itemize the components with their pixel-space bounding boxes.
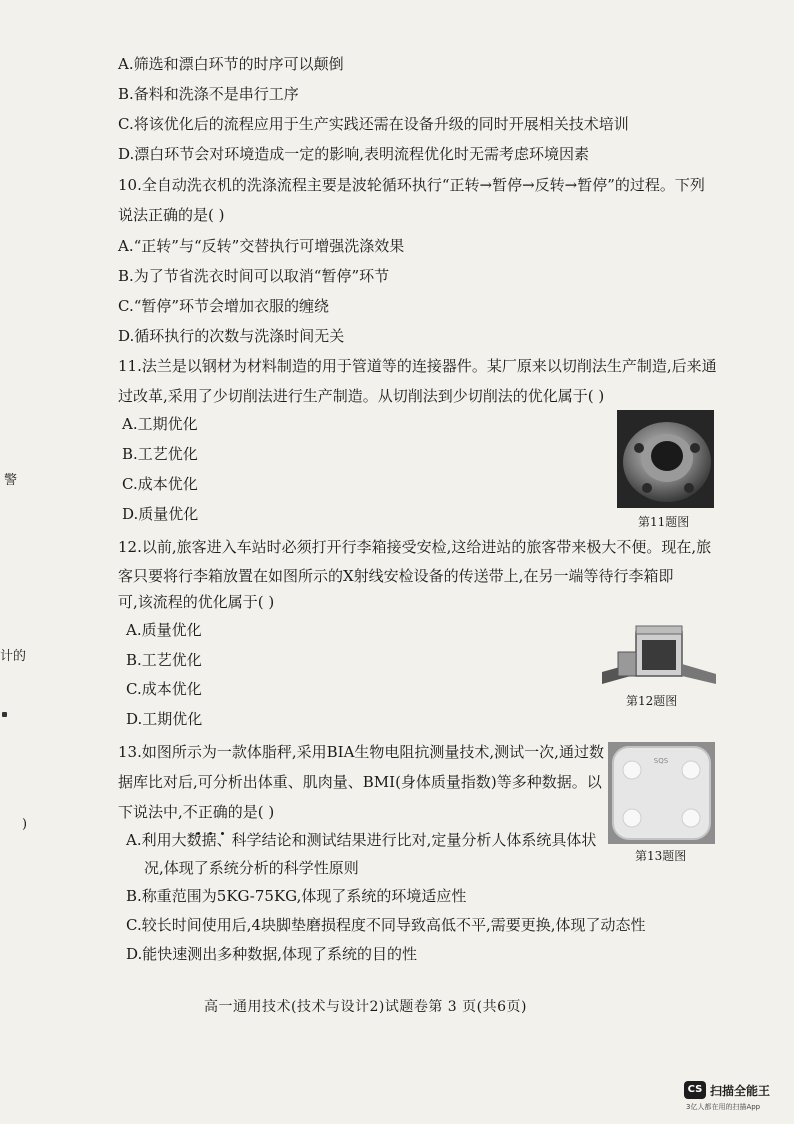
q12-option-a: A.质量优化	[126, 621, 202, 639]
q10-stem-line2: 说法正确的是( )	[118, 206, 225, 224]
q9-option-a: A.筛选和漂白环节的时序可以颠倒	[118, 55, 344, 73]
q12-stem-line3: 可,该流程的优化属于( )	[118, 593, 275, 611]
q10-option-b: B.为了节省洗衣时间可以取消“暂停”环节	[118, 267, 390, 285]
q12-figure-caption: 第12题图	[626, 694, 678, 708]
q11-figure-caption: 第11题图	[638, 515, 690, 529]
margin-mark	[2, 712, 7, 717]
q12-option-b: B.工艺优化	[126, 651, 202, 669]
q11-stem-line2: 过改革,采用了少切削法进行生产制造。从切削法到少切削法的优化属于( )	[118, 387, 605, 405]
margin-fragment-2: 计的	[0, 649, 27, 664]
camscanner-tagline: 3亿人都在用的扫描App	[686, 1103, 761, 1111]
q13-option-d: D.能快速测出多种数据,体现了系统的目的性	[126, 945, 418, 963]
q13-figure-caption: 第13题图	[635, 849, 687, 863]
camscanner-logo-icon: CS	[684, 1081, 706, 1099]
q10-option-c: C.“暂停”环节会增加衣服的缠绕	[118, 297, 330, 315]
flange-image	[617, 410, 714, 508]
camscanner-name: 扫描全能王	[710, 1084, 771, 1098]
q11-option-d: D.质量优化	[122, 505, 199, 523]
q13-stem-line2: 据库比对后,可分析出体重、肌肉量、BMI(身体质量指数)等多种数据。以	[118, 773, 602, 791]
q9-option-b: B.备料和洗涤不是串行工序	[118, 85, 299, 103]
q13-option-c: C.较长时间使用后,4块脚垫磨损程度不同导致高低不平,需要更换,体现了动态性	[126, 916, 646, 934]
q11-option-c: C.成本优化	[122, 475, 198, 493]
q10-option-d: D.循环执行的次数与洗涤时间无关	[118, 327, 345, 345]
q13-option-b: B.称重范围为5KG-75KG,体现了系统的环境适应性	[126, 887, 467, 905]
q10-option-a: A.“正转”与“反转”交替执行可增强洗涤效果	[118, 237, 405, 255]
q9-option-d: D.漂白环节会对环境造成一定的影响,表明流程优化时无需考虑环境因素	[118, 145, 590, 163]
q12-option-c: C.成本优化	[126, 680, 202, 698]
page-footer: 高一通用技术(技术与设计2)试题卷第 3 页(共6页)	[204, 999, 527, 1015]
scale-display-text: SQS	[653, 757, 669, 765]
q12-option-d: D.工期优化	[126, 710, 203, 728]
q13-option-a-line1: A.利用大数据、科学结论和测试结果进行比对,定量分析人体系统具体状	[126, 831, 597, 849]
q9-option-c: C.将该优化后的流程应用于生产实践还需在设备升级的同时开展相关技术培训	[118, 115, 629, 133]
body-fat-scale-image	[608, 742, 715, 844]
margin-fragment-1: 警	[4, 473, 18, 488]
q12-stem-line2: 客只要将行李箱放置在如图所示的X射线安检设备的传送带上,在另一端等待行李箱即	[118, 567, 674, 585]
q12-stem-line1: 12.以前,旅客进入车站时必须打开行李箱接受安检,这给进站的旅客带来极大不便。现在,旅	[118, 538, 712, 556]
q11-option-a: A.工期优化	[122, 415, 198, 433]
q10-stem-line1: 10.全自动洗衣机的洗涤流程主要是波轮循环执行“正转→暂停→反转→暂停”的过程。下列	[118, 176, 705, 194]
margin-fragment-3: )	[22, 817, 28, 832]
q11-option-b: B.工艺优化	[122, 445, 198, 463]
xray-scanner-image	[598, 622, 720, 692]
q13-stem-line1: 13.如图所示为一款体脂秤,采用BIA生物电阻抗测量技术,测试一次,通过数	[118, 743, 604, 761]
q11-stem-line1: 11.法兰是以钢材为材料制造的用于管道等的连接器件。某厂原来以切削法生产制造,后来通	[118, 357, 717, 375]
q13-stem-line3: 下说法中,不正确的是( )	[118, 803, 275, 821]
q13-option-a-line2: 况,体现了系统分析的科学性原则	[144, 859, 359, 877]
